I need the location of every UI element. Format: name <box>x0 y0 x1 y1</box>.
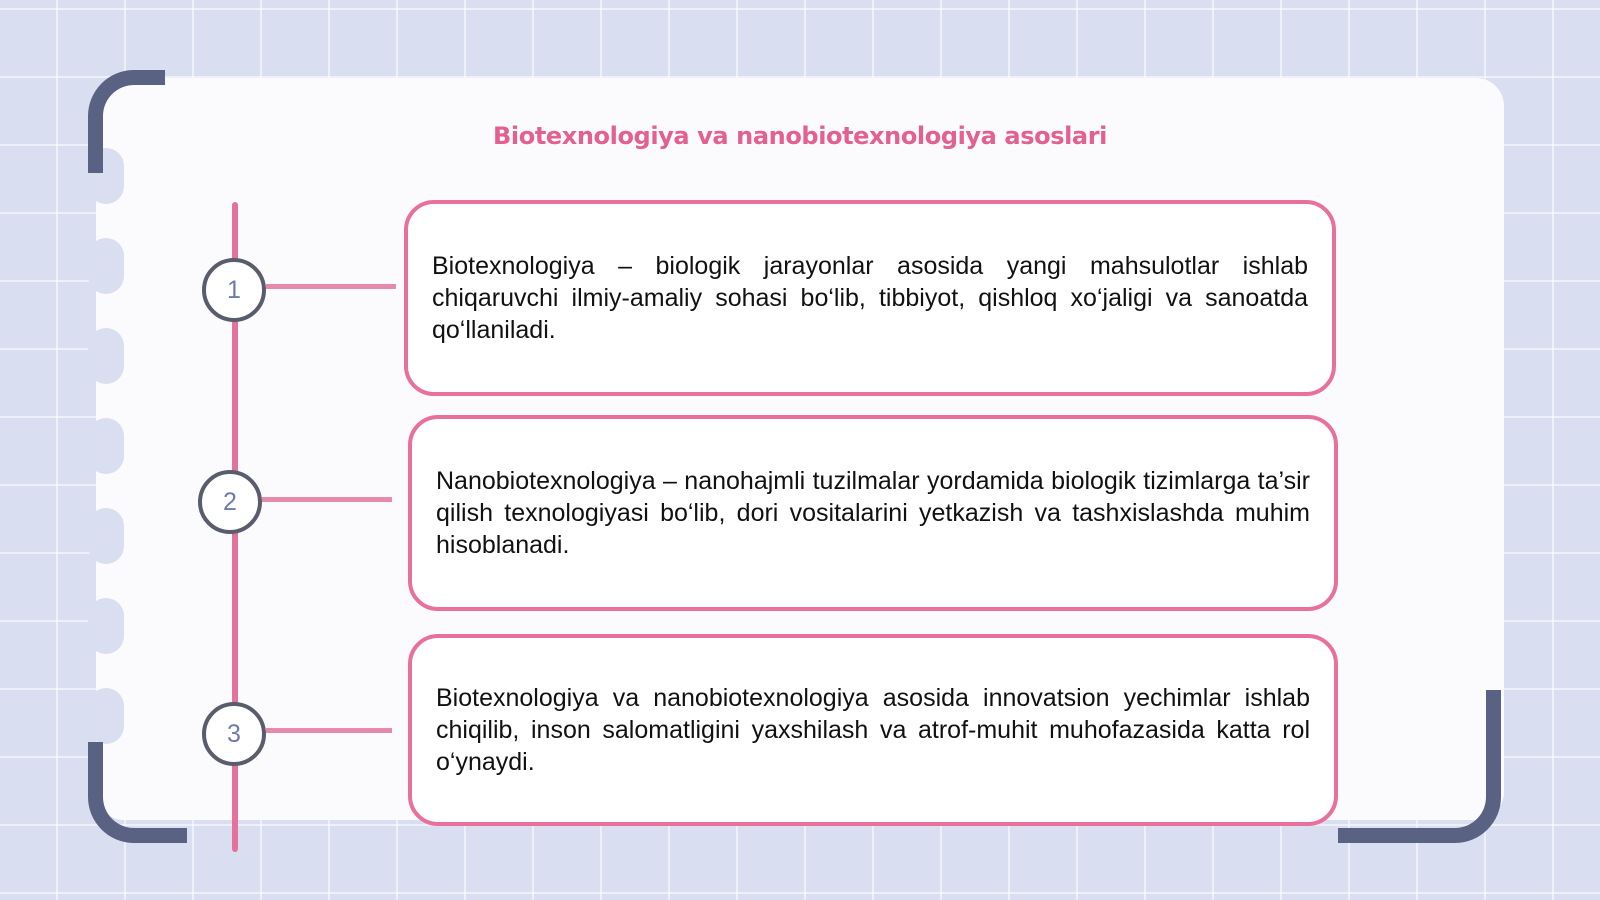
step-number-circle: 1 <box>202 258 266 322</box>
step-description: Biotexnologiya va nanobiotexnologiya asosida innovatsion yechimlar ishlab chiqilib, inson salomatligini yaxshilash va atrof-muhit muhofazasida katta rol o‘ynaydi. <box>436 684 1310 776</box>
step-number-circle: 2 <box>198 470 262 534</box>
step-card <box>408 634 1338 826</box>
notebook-notch <box>88 688 124 744</box>
step-card <box>404 200 1336 396</box>
step-card <box>408 415 1338 611</box>
step-connector <box>266 284 396 289</box>
notebook-notch <box>88 508 124 564</box>
corner-bracket-bottom-right <box>1338 690 1501 843</box>
corner-bracket-bottom-left <box>88 742 187 843</box>
slide-title: Biotexnologiya va nanobiotexnologiya asoslari <box>493 122 1107 150</box>
notebook-notch <box>88 328 124 384</box>
corner-bracket-top-left <box>88 70 165 173</box>
notebook-notch <box>88 418 124 474</box>
step-connector <box>262 497 392 502</box>
step-connector <box>266 728 392 733</box>
notebook-notch <box>88 238 124 294</box>
step-number-circle: 3 <box>202 702 266 766</box>
step-description: Biotexnologiya – biologik jarayonlar asosida yangi mahsulotlar ishlab chiqaruvchi ilmiy-amaliy sohasi bo‘lib, tibbiyot, qishloq xo‘jaligi va sanoatda qo‘llaniladi. <box>432 252 1308 344</box>
notebook-notch <box>88 598 124 654</box>
step-description: Nanobiotexnologiya – nanohajmli tuzilmalar yordamida biologik tizimlarga ta’sir qilish texnologiyasi bo‘lib, dori vositalarini yetkazish va tashxislashda muhim hisoblanadi. <box>436 467 1310 559</box>
